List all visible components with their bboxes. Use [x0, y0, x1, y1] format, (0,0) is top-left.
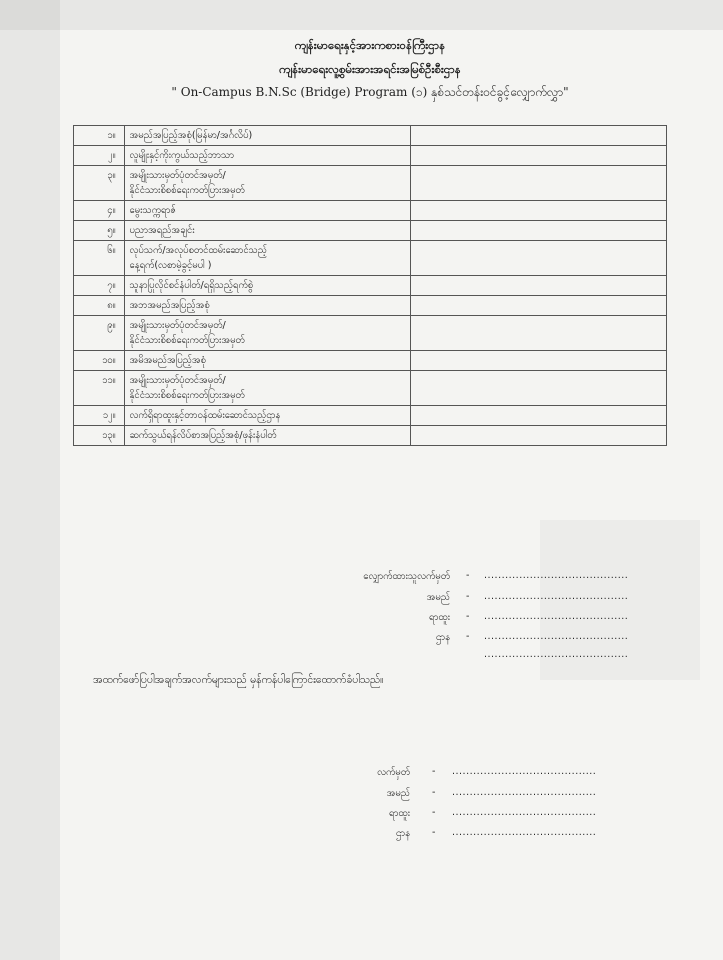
form-row — [74, 296, 667, 316]
row-label: အမျိုးသားမှတ်ပုံတင်အမှတ်/ နိုင်ငံသားစိစစ်ရေးကတ်ပြားအမှတ် — [124, 316, 411, 351]
endorser-name-dash: - — [432, 787, 436, 798]
row-value-field[interactable] — [411, 126, 667, 146]
row-label: အဘအမည်အပြည့်အစုံ — [124, 296, 411, 316]
form-row — [74, 276, 667, 296]
row-label: အမိအမည်အပြည့်အစုံ — [124, 351, 411, 371]
row-label: အမျိုးသားမှတ်ပုံတင်အမှတ်/ နိုင်ငံသားစိစစ်ရေးကတ်ပြားအမှတ် — [124, 166, 411, 201]
row-value-field[interactable] — [411, 166, 667, 201]
row-label: မွေးသက္ကရာဇ် — [124, 201, 411, 221]
form-row — [74, 371, 667, 406]
applicant-signature-label: လျှောက်ထားသူလက်မှတ် — [363, 571, 450, 582]
endorser-dept-dash: - — [432, 827, 436, 838]
row-number: ၁၃။ — [74, 426, 125, 446]
form-title: " On-Campus B.N.Sc (Bridge) Program (၁) နှစ်သင်တန်းဝင်ခွင့်လျှောက်လွှာ" — [171, 85, 569, 99]
row-number: ၁။ — [74, 126, 125, 146]
endorser-dept-field[interactable]: ......................................... — [452, 827, 597, 838]
row-label: ဆက်သွယ်ရန်လိပ်စာအပြည့်အစုံ/ဖုန်းနံပါတ် — [124, 426, 411, 446]
applicant-name-field[interactable]: ......................................... — [484, 591, 629, 602]
endorser-rank-field[interactable]: ......................................... — [452, 807, 597, 818]
endorser-signature-label: လက်မှတ် — [377, 767, 410, 778]
row-value-field[interactable] — [411, 426, 667, 446]
form-row — [74, 241, 667, 276]
row-value-field[interactable] — [411, 371, 667, 406]
row-value-field[interactable] — [411, 276, 667, 296]
applicant-signature-dash: - — [466, 570, 470, 581]
endorsement-statement: အထက်ဖော်ပြပါအချက်အလက်များသည် မှန်ကန်ပါကြောင်းထောက်ခံပါသည်။ — [93, 674, 384, 686]
form-row — [74, 426, 667, 446]
ministry-title: ကျန်းမာရေးနှင့်အားကစားဝန်ကြီးဌာန — [294, 38, 446, 52]
row-label: လူမျိုးနှင့်ကိုးကွယ်သည့်ဘာသာ — [124, 146, 411, 166]
scan-shadow-top — [0, 0, 723, 30]
endorser-signature-dash: - — [432, 766, 436, 777]
form-row — [74, 201, 667, 221]
row-number: ၁၀။ — [74, 351, 125, 371]
form-row — [74, 126, 667, 146]
applicant-dept-field-extra[interactable]: ......................................... — [484, 649, 629, 660]
row-value-field[interactable] — [411, 221, 667, 241]
row-number: ၁၂။ — [74, 406, 125, 426]
department-title: ကျန်းမာရေးလူ့စွမ်းအားအရင်းအမြစ်ဦးစီးဌာန — [279, 62, 461, 76]
row-value-field[interactable] — [411, 406, 667, 426]
row-number: ၃။ — [74, 166, 125, 201]
endorser-signature-block — [0, 766, 723, 856]
applicant-signature-block — [0, 570, 723, 670]
row-number: ၅။ — [74, 221, 125, 241]
endorser-signature-field[interactable]: ......................................... — [452, 766, 597, 777]
row-value-field[interactable] — [411, 146, 667, 166]
row-number: ၉။ — [74, 316, 125, 351]
row-label: အမျိုးသားမှတ်ပုံတင်အမှတ်/ နိုင်ငံသားစိစစ်ရေးကတ်ပြားအမှတ် — [124, 371, 411, 406]
applicant-rank-label: ရာထူး — [429, 612, 450, 623]
row-value-field[interactable] — [411, 316, 667, 351]
endorser-name-field[interactable]: ......................................... — [452, 787, 597, 798]
applicant-name-dash: - — [466, 591, 470, 602]
row-number: ၈။ — [74, 296, 125, 316]
row-value-field[interactable] — [411, 201, 667, 221]
form-row — [74, 221, 667, 241]
endorser-dept-label: ဌာန — [395, 828, 410, 839]
row-number: ၇။ — [74, 276, 125, 296]
row-label: ပညာအရည်အချင်း — [124, 221, 411, 241]
applicant-name-label: အမည် — [426, 592, 450, 603]
form-row — [74, 146, 667, 166]
row-label: အမည်အပြည့်အစုံ(မြန်မာ/အင်္ဂလိပ်) — [124, 126, 411, 146]
row-value-field[interactable] — [411, 351, 667, 371]
row-number: ၄။ — [74, 201, 125, 221]
endorser-name-label: အမည် — [386, 788, 410, 799]
row-value-field[interactable] — [411, 241, 667, 276]
row-label: လုပ်သက်/အလုပ်စတင်ထမ်းဆောင်သည့် နေ့ရက်(လစာမဲ့ခွင့်မပါ ) — [124, 241, 411, 276]
row-number: ၆။ — [74, 241, 125, 276]
endorser-rank-label: ရာထူး — [389, 808, 410, 819]
applicant-signature-field[interactable]: ......................................... — [484, 570, 629, 581]
row-number: ၂။ — [74, 146, 125, 166]
applicant-rank-field[interactable]: ......................................... — [484, 611, 629, 622]
form-row — [74, 406, 667, 426]
row-label: သူနာပြုလိုင်စင်နံပါတ်/ရရှိသည့်ရက်စွဲ — [124, 276, 411, 296]
applicant-dept-field[interactable]: ......................................... — [484, 631, 629, 642]
applicant-dept-dash: - — [466, 631, 470, 642]
endorser-rank-dash: - — [432, 807, 436, 818]
row-number: ၁၁။ — [74, 371, 125, 406]
form-row — [74, 166, 667, 201]
row-label: လက်ရှိရာထူးနှင့်တာဝန်ထမ်းဆောင်သည့်ဌာန — [124, 406, 411, 426]
applicant-dept-label: ဌာန — [435, 632, 450, 643]
applicant-rank-dash: - — [466, 611, 470, 622]
application-table — [73, 125, 667, 446]
form-row — [74, 351, 667, 371]
row-value-field[interactable] — [411, 296, 667, 316]
form-row — [74, 316, 667, 351]
